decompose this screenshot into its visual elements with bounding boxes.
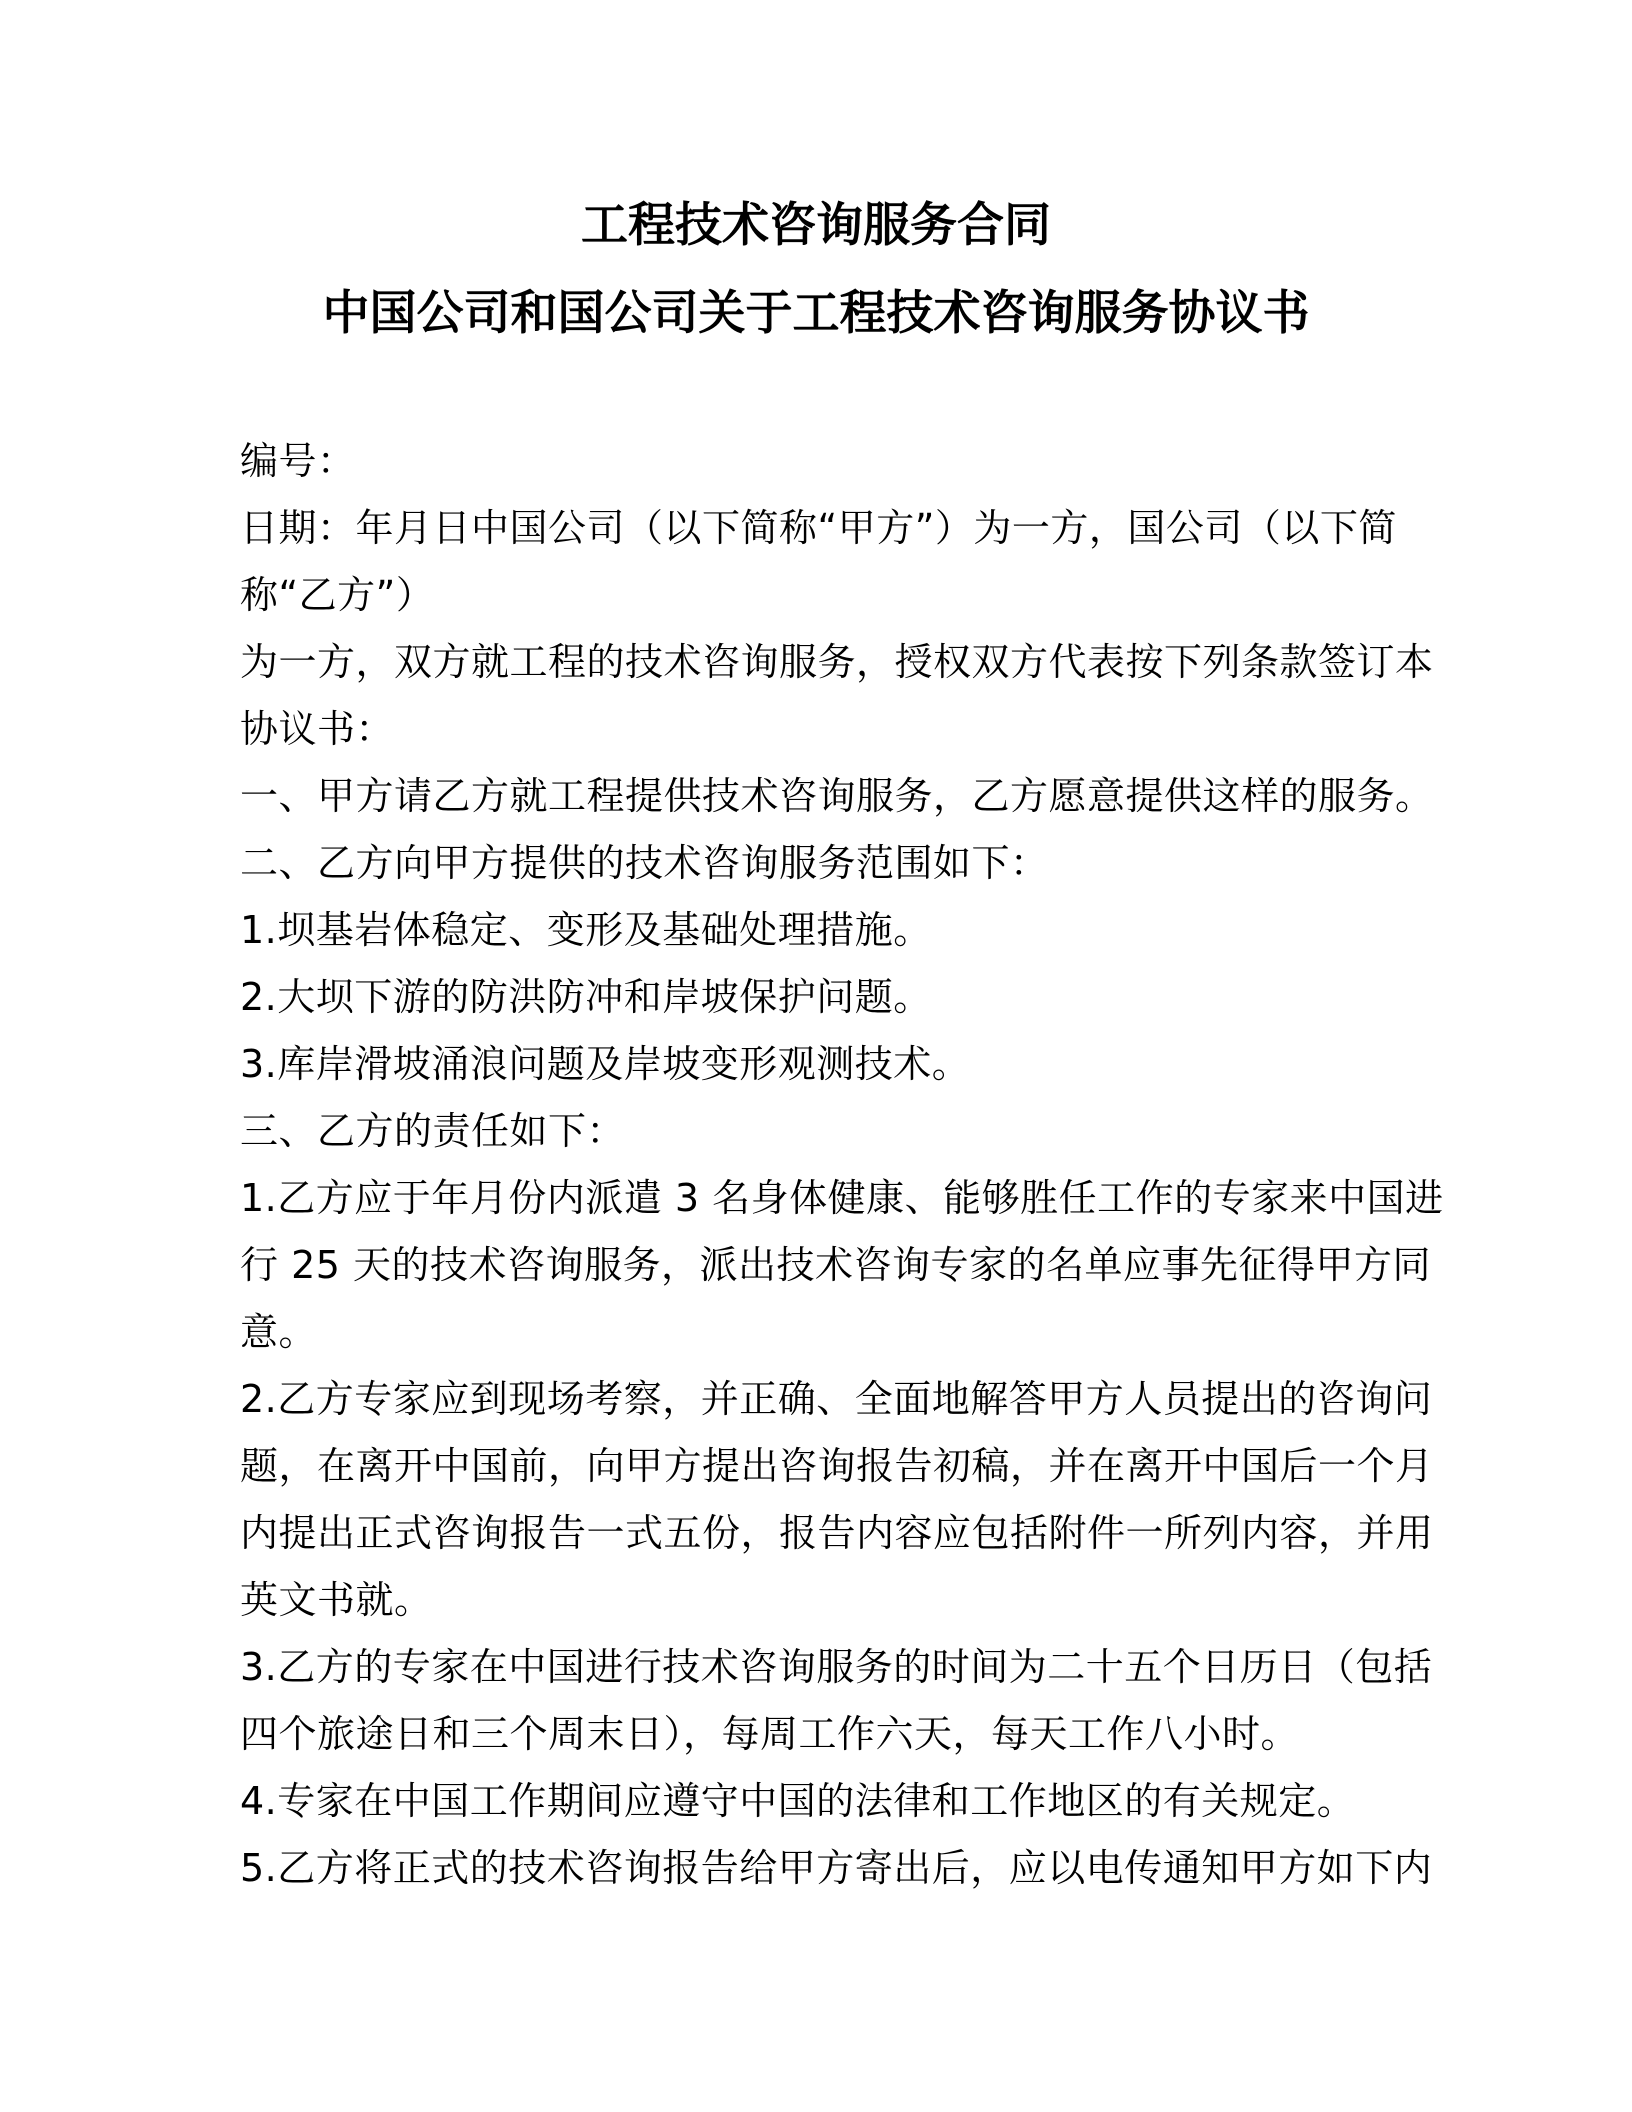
clause-one: 一、甲方请乙方就工程提供技术咨询服务，乙方愿意提供这样的服务。	[240, 774, 1434, 818]
clause-three-item-1-line-2: 行 25 天的技术咨询服务，派出技术咨询专家的名单应事先征得甲方同	[240, 1243, 1432, 1287]
clause-three-item-2-line-3: 内提出正式咨询报告一式五份，报告内容应包括附件一所列内容，并用	[240, 1511, 1434, 1555]
clause-two-item-3: 3.库岸滑坡涌浪问题及岸坡变形观测技术。	[240, 1042, 971, 1086]
clause-three-heading: 三、乙方的责任如下：	[240, 1109, 626, 1153]
line-party-b: 称“乙方”）	[240, 573, 435, 617]
clause-three-item-2-line-4: 英文书就。	[240, 1578, 433, 1622]
clause-two-heading: 二、乙方向甲方提供的技术咨询服务范围如下：	[240, 841, 1049, 885]
clause-three-item-3-line-1: 3.乙方的专家在中国进行技术咨询服务的时间为二十五个日历日（包括	[240, 1645, 1433, 1689]
document-body	[240, 428, 1444, 1902]
clause-three-item-5-line-1: 5.乙方将正式的技术咨询报告给甲方寄出后，应以电传通知甲方如下内	[240, 1846, 1433, 1890]
clause-three-item-1-line-3: 意。	[240, 1310, 318, 1354]
clause-three-item-1-line-1: 1.乙方应于年月份内派遣 3 名身体健康、能够胜任工作的专家来中国进	[240, 1176, 1444, 1220]
clause-two-item-1: 1.坝基岩体稳定、变形及基础处理措施。	[240, 908, 932, 952]
document-subtitle: 中国公司和国公司关于工程技术咨询服务协议书	[322, 286, 1310, 341]
line-number-field: 编号：	[240, 439, 356, 483]
clause-two-item-2: 2.大坝下游的防洪防冲和岸坡保护问题。	[240, 975, 932, 1019]
clause-three-item-4: 4.专家在中国工作期间应遵守中国的法律和工作地区的有关规定。	[240, 1779, 1356, 1823]
document-title: 工程技术咨询服务合同	[581, 198, 1051, 253]
line-agreement-intro-end: 协议书：	[240, 707, 395, 751]
line-agreement-intro: 为一方，双方就工程的技术咨询服务，授权双方代表按下列条款签订本	[240, 640, 1434, 684]
line-date-parties: 日期：年月日中国公司（以下简称“甲方”）为一方，国公司（以下简	[240, 506, 1397, 550]
clause-three-item-3-line-2: 四个旅途日和三个周末日），每周工作六天，每天工作八小时。	[240, 1712, 1300, 1756]
clause-three-item-2-line-1: 2.乙方专家应到现场考察，并正确、全面地解答甲方人员提出的咨询问	[240, 1377, 1433, 1421]
clause-three-item-2-line-2: 题，在离开中国前，向甲方提出咨询报告初稿，并在离开中国后一个月	[240, 1444, 1434, 1488]
